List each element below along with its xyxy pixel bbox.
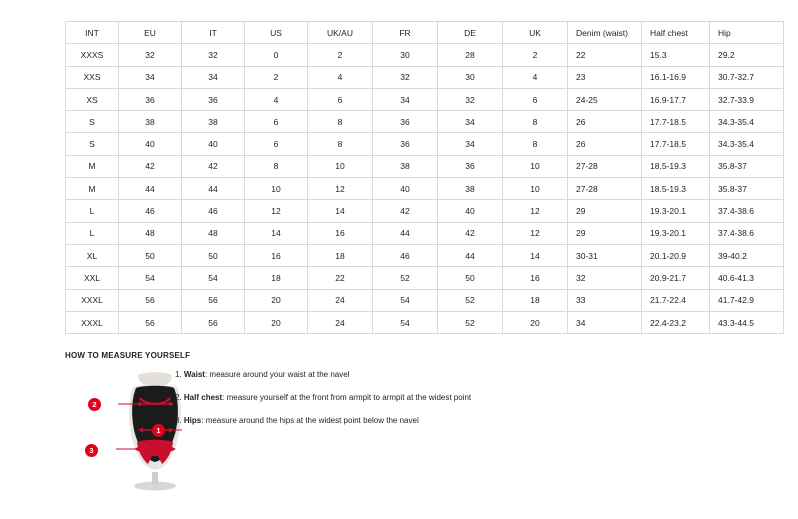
cell-eu: 42 [119, 155, 182, 177]
cell-denim-waist: 29 [568, 200, 642, 222]
cell-half-chest: 16.9-17.7 [642, 88, 710, 110]
cell-de: 28 [438, 44, 503, 66]
cell-denim-waist: 30-31 [568, 244, 642, 266]
cell-half-chest: 21.7-22.4 [642, 289, 710, 311]
cell-uk-au: 10 [308, 155, 373, 177]
cell-fr: 30 [373, 44, 438, 66]
size-chart-table [65, 21, 784, 334]
cell-eu: 40 [119, 133, 182, 155]
cell-fr: 54 [373, 311, 438, 333]
cell-uk-au: 22 [308, 267, 373, 289]
column-header-half-chest: Half chest [642, 22, 710, 44]
measure-step-hips [175, 415, 605, 426]
cell-eu: 56 [119, 311, 182, 333]
column-header-denim-waist: Denim (waist) [568, 22, 642, 44]
cell-int: XXL [66, 267, 119, 289]
cell-fr: 40 [373, 178, 438, 200]
cell-hip: 40.6-41.3 [710, 267, 784, 289]
cell-uk-au: 12 [308, 178, 373, 200]
cell-denim-waist: 26 [568, 133, 642, 155]
cell-half-chest: 18.5-19.3 [642, 178, 710, 200]
table-row [66, 66, 784, 88]
cell-uk-au: 24 [308, 311, 373, 333]
column-header-uk-au: UK/AU [308, 22, 373, 44]
column-header-uk: UK [503, 22, 568, 44]
cell-denim-waist: 23 [568, 66, 642, 88]
cell-de: 38 [438, 178, 503, 200]
cell-uk: 12 [503, 222, 568, 244]
cell-hip: 37.4-38.6 [710, 222, 784, 244]
cell-uk-au: 6 [308, 88, 373, 110]
cell-uk: 8 [503, 133, 568, 155]
cell-it: 50 [182, 244, 245, 266]
cell-hip: 35.8-37 [710, 178, 784, 200]
cell-uk: 12 [503, 200, 568, 222]
cell-de: 42 [438, 222, 503, 244]
cell-half-chest: 20.9-21.7 [642, 267, 710, 289]
table-row [66, 244, 784, 266]
cell-us: 4 [245, 88, 308, 110]
cell-hip: 32.7-33.9 [710, 88, 784, 110]
column-header-us: US [245, 22, 308, 44]
cell-uk-au: 8 [308, 133, 373, 155]
cell-us: 0 [245, 44, 308, 66]
table-header-row [66, 22, 784, 44]
step-number-2: 2. [175, 393, 182, 402]
cell-it: 40 [182, 133, 245, 155]
cell-us: 12 [245, 200, 308, 222]
table-row [66, 289, 784, 311]
step-number-3: 3. [175, 416, 182, 425]
cell-uk-au: 16 [308, 222, 373, 244]
cell-half-chest: 19.3-20.1 [642, 222, 710, 244]
cell-uk: 4 [503, 66, 568, 88]
table-row [66, 267, 784, 289]
cell-us: 16 [245, 244, 308, 266]
cell-it: 44 [182, 178, 245, 200]
cell-uk-au: 18 [308, 244, 373, 266]
table-row [66, 155, 784, 177]
cell-eu: 48 [119, 222, 182, 244]
cell-int: XXXL [66, 289, 119, 311]
cell-half-chest: 17.7-18.5 [642, 111, 710, 133]
cell-eu: 54 [119, 267, 182, 289]
cell-half-chest: 19.3-20.1 [642, 200, 710, 222]
cell-eu: 36 [119, 88, 182, 110]
cell-eu: 50 [119, 244, 182, 266]
cell-it: 48 [182, 222, 245, 244]
table-row [66, 200, 784, 222]
cell-half-chest: 15.3 [642, 44, 710, 66]
cell-fr: 36 [373, 111, 438, 133]
how-to-measure-title: HOW TO MEASURE YOURSELF [65, 351, 191, 360]
cell-half-chest: 20.1-20.9 [642, 244, 710, 266]
cell-denim-waist: 26 [568, 111, 642, 133]
cell-de: 50 [438, 267, 503, 289]
table-row [66, 133, 784, 155]
cell-it: 42 [182, 155, 245, 177]
cell-int: S [66, 133, 119, 155]
cell-us: 18 [245, 267, 308, 289]
cell-us: 8 [245, 155, 308, 177]
cell-hip: 39-40.2 [710, 244, 784, 266]
step-text-hips: : measure around the hips at the widest point below the navel [201, 416, 419, 425]
table-row [66, 88, 784, 110]
cell-it: 36 [182, 88, 245, 110]
cell-eu: 38 [119, 111, 182, 133]
cell-int: XXS [66, 66, 119, 88]
cell-hip: 34.3-35.4 [710, 111, 784, 133]
table-row [66, 44, 784, 66]
cell-int: M [66, 178, 119, 200]
cell-hip: 37.4-38.6 [710, 200, 784, 222]
step-text-half-chest: : measure yourself at the front from armpit to armpit at the widest point [222, 393, 472, 402]
cell-de: 34 [438, 133, 503, 155]
cell-hip: 29.2 [710, 44, 784, 66]
cell-us: 6 [245, 111, 308, 133]
column-header-de: DE [438, 22, 503, 44]
cell-de: 40 [438, 200, 503, 222]
cell-uk: 10 [503, 178, 568, 200]
cell-de: 34 [438, 111, 503, 133]
cell-fr: 52 [373, 267, 438, 289]
cell-us: 6 [245, 133, 308, 155]
cell-eu: 32 [119, 44, 182, 66]
cell-hip: 34.3-35.4 [710, 133, 784, 155]
step-text-waist: : measure around your waist at the navel [204, 370, 350, 379]
step-number-1: 1. [175, 370, 182, 379]
cell-eu: 46 [119, 200, 182, 222]
cell-hip: 43.3-44.5 [710, 311, 784, 333]
column-header-fr: FR [373, 22, 438, 44]
cell-uk: 14 [503, 244, 568, 266]
callout-bullet-2: 2 [88, 398, 101, 411]
cell-uk: 2 [503, 44, 568, 66]
cell-fr: 38 [373, 155, 438, 177]
cell-it: 46 [182, 200, 245, 222]
cell-half-chest: 22.4-23.2 [642, 311, 710, 333]
column-header-it: IT [182, 22, 245, 44]
cell-denim-waist: 33 [568, 289, 642, 311]
cell-uk: 10 [503, 155, 568, 177]
cell-uk-au: 24 [308, 289, 373, 311]
cell-half-chest: 16.1-16.9 [642, 66, 710, 88]
cell-it: 38 [182, 111, 245, 133]
cell-de: 32 [438, 88, 503, 110]
cell-denim-waist: 32 [568, 267, 642, 289]
step-term-waist: Waist [183, 370, 205, 379]
cell-eu: 34 [119, 66, 182, 88]
cell-hip: 35.8-37 [710, 155, 784, 177]
cell-hip: 30.7-32.7 [710, 66, 784, 88]
callout-bullet-3: 3 [85, 444, 98, 457]
cell-de: 36 [438, 155, 503, 177]
cell-fr: 54 [373, 289, 438, 311]
cell-fr: 42 [373, 200, 438, 222]
cell-hip: 41.7-42.9 [710, 289, 784, 311]
measure-steps-list [175, 369, 605, 438]
cell-eu: 44 [119, 178, 182, 200]
cell-fr: 32 [373, 66, 438, 88]
cell-uk: 8 [503, 111, 568, 133]
cell-uk: 20 [503, 311, 568, 333]
measure-step-half-chest [175, 392, 605, 403]
table-row [66, 111, 784, 133]
cell-int: S [66, 111, 119, 133]
cell-uk: 6 [503, 88, 568, 110]
column-header-hip: Hip [710, 22, 784, 44]
cell-int: L [66, 200, 119, 222]
step-term-hips: Hips [183, 416, 202, 425]
cell-half-chest: 18.5-19.3 [642, 155, 710, 177]
cell-int: XXXS [66, 44, 119, 66]
cell-int: XXXL [66, 311, 119, 333]
table-row [66, 222, 784, 244]
cell-de: 44 [438, 244, 503, 266]
cell-us: 10 [245, 178, 308, 200]
column-header-eu: EU [119, 22, 182, 44]
cell-de: 52 [438, 311, 503, 333]
cell-uk-au: 14 [308, 200, 373, 222]
cell-uk-au: 4 [308, 66, 373, 88]
callout-bullet-1: 1 [152, 424, 165, 437]
cell-us: 2 [245, 66, 308, 88]
cell-fr: 44 [373, 222, 438, 244]
cell-int: XL [66, 244, 119, 266]
cell-it: 54 [182, 267, 245, 289]
cell-it: 34 [182, 66, 245, 88]
cell-uk-au: 2 [308, 44, 373, 66]
cell-int: L [66, 222, 119, 244]
cell-half-chest: 17.7-18.5 [642, 133, 710, 155]
cell-denim-waist: 27-28 [568, 155, 642, 177]
cell-denim-waist: 24-25 [568, 88, 642, 110]
cell-int: XS [66, 88, 119, 110]
cell-eu: 56 [119, 289, 182, 311]
cell-us: 20 [245, 311, 308, 333]
cell-uk-au: 8 [308, 111, 373, 133]
cell-de: 52 [438, 289, 503, 311]
cell-it: 32 [182, 44, 245, 66]
cell-denim-waist: 27-28 [568, 178, 642, 200]
cell-denim-waist: 34 [568, 311, 642, 333]
cell-us: 20 [245, 289, 308, 311]
cell-it: 56 [182, 311, 245, 333]
cell-fr: 46 [373, 244, 438, 266]
cell-denim-waist: 29 [568, 222, 642, 244]
step-term-half-chest: Half chest [183, 393, 223, 402]
cell-it: 56 [182, 289, 245, 311]
cell-fr: 34 [373, 88, 438, 110]
measure-step-waist [175, 369, 605, 380]
column-header-int: INT [66, 22, 119, 44]
cell-uk: 16 [503, 267, 568, 289]
cell-denim-waist: 22 [568, 44, 642, 66]
table-row [66, 178, 784, 200]
table-row [66, 311, 784, 333]
cell-us: 14 [245, 222, 308, 244]
cell-int: M [66, 155, 119, 177]
cell-de: 30 [438, 66, 503, 88]
cell-fr: 36 [373, 133, 438, 155]
cell-uk: 18 [503, 289, 568, 311]
